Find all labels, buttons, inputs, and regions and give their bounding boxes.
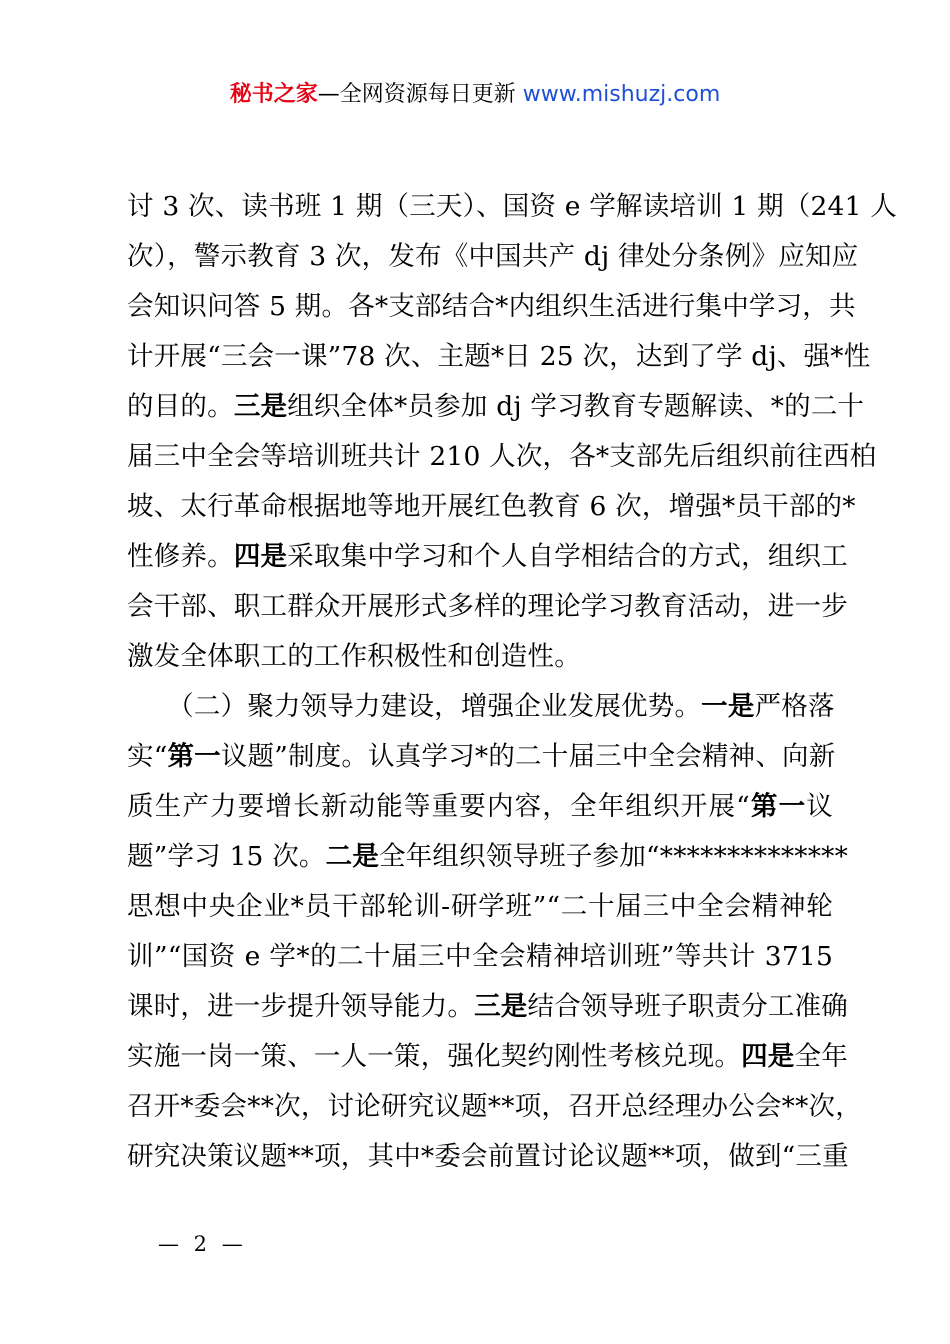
text-run: 会知识问答 5 期。各*支部结合*内组织生活进行集中学习，共 [127, 291, 856, 322]
text-run: 严格落 [754, 691, 835, 722]
bold-keyword: 三是 [233, 391, 288, 422]
text-line [127, 282, 856, 332]
brand-name: 秘书之家 [229, 82, 318, 107]
text-run: 采取集中学习和个人自学相结合的方式，组织工 [287, 541, 848, 572]
page-number: — 2 — [158, 1232, 247, 1256]
site-url-link[interactable]: www.mishuzj.com [522, 82, 721, 107]
text-run: 质生产力要增长新动能等重要内容，全年组织开展“ [127, 791, 750, 822]
text-run: 组织全体*员参加 dj 学习教育专题解读、*的二十 [287, 391, 865, 422]
text-line [127, 932, 833, 982]
text-line [127, 882, 833, 932]
text-line [127, 1082, 862, 1132]
bold-keyword: 三是 [474, 991, 528, 1022]
text-run: 训”“国资 e 学*的二十届三中全会精神培训班”等共计 3715 [127, 941, 833, 972]
text-run: 届三中全会等培训班共计 210 人次，各*支部先后组织前往西柏 [127, 441, 877, 472]
text-run: 课时，进一步提升领导能力。 [127, 991, 475, 1022]
header-tagline: —全网资源每日更新 [317, 82, 516, 107]
text-line [127, 832, 849, 882]
text-run: 思想中央企业*员干部轮训-研学班”“二十届三中全会精神轮 [127, 891, 833, 922]
text-line [127, 682, 833, 732]
text-run: 会干部、职工群众开展形式多样的理论学习教育活动，进一步 [127, 591, 848, 622]
text-line [127, 582, 848, 632]
text-line [127, 432, 877, 482]
text-run: 题”学习 15 次。 [127, 841, 326, 872]
text-run: 结合领导班子职责分工准确 [527, 991, 848, 1022]
text-run: 研究决策议题**项，其中*委会前置讨论议题**项，做到“三重 [127, 1141, 849, 1172]
bold-keyword: 四是 [233, 541, 288, 572]
text-run: 计开展“三会一课”78 次、主题*日 25 次，达到了学 dj、强*性 [127, 341, 871, 372]
text-line [127, 532, 848, 582]
text-run: 议 [806, 791, 833, 822]
text-line [127, 982, 848, 1032]
text-run: 全年组织领导班子参加“************** [379, 841, 849, 872]
text-run: 全年 [794, 1041, 848, 1072]
text-line [127, 1032, 848, 1082]
bold-keyword: 一是 [701, 691, 755, 722]
text-run: 讨 3 次、读书班 1 期（三天）、国资 e 学解读培训 1 期（241 人 [127, 191, 898, 222]
text-line [127, 382, 865, 432]
text-run: 坡、太行革命根据地等地开展红色教育 6 次，增强*员干部的* [127, 491, 856, 522]
text-run: 召开*委会**次，讨论研究议题**项，召开总经理办公会**次， [127, 1091, 862, 1122]
text-line [127, 482, 856, 532]
text-line [127, 1132, 849, 1182]
bold-keyword: 四是 [741, 1041, 795, 1072]
text-line [127, 632, 833, 682]
text-line [127, 782, 833, 832]
text-line [127, 732, 836, 782]
text-run: 实施一岗一策、一人一策，强化契约刚性考核兑现。 [127, 1041, 742, 1072]
text-line [127, 332, 871, 382]
text-run: （二）聚力领导力建设，增强企业发展优势。 [127, 691, 702, 722]
text-run: 议题”制度。认真学习*的二十届三中全会精神、向新 [220, 741, 836, 772]
text-run: 实“ [127, 741, 168, 772]
site-header [0, 78, 950, 112]
text-run: 的目的。 [127, 391, 234, 422]
bold-keyword: 第一 [167, 741, 221, 772]
text-line [127, 182, 898, 232]
bold-keyword: 二是 [325, 841, 380, 872]
text-run: 次），警示教育 3 次，发布《中国共产 dj 律处分条例》应知应 [127, 241, 859, 272]
text-run: 激发全体职工的工作积极性和创造性。 [127, 641, 581, 672]
bold-keyword: 第一 [749, 791, 807, 822]
text-line [127, 232, 859, 282]
text-run: 性修养。 [127, 541, 234, 572]
document-body [127, 182, 898, 1182]
